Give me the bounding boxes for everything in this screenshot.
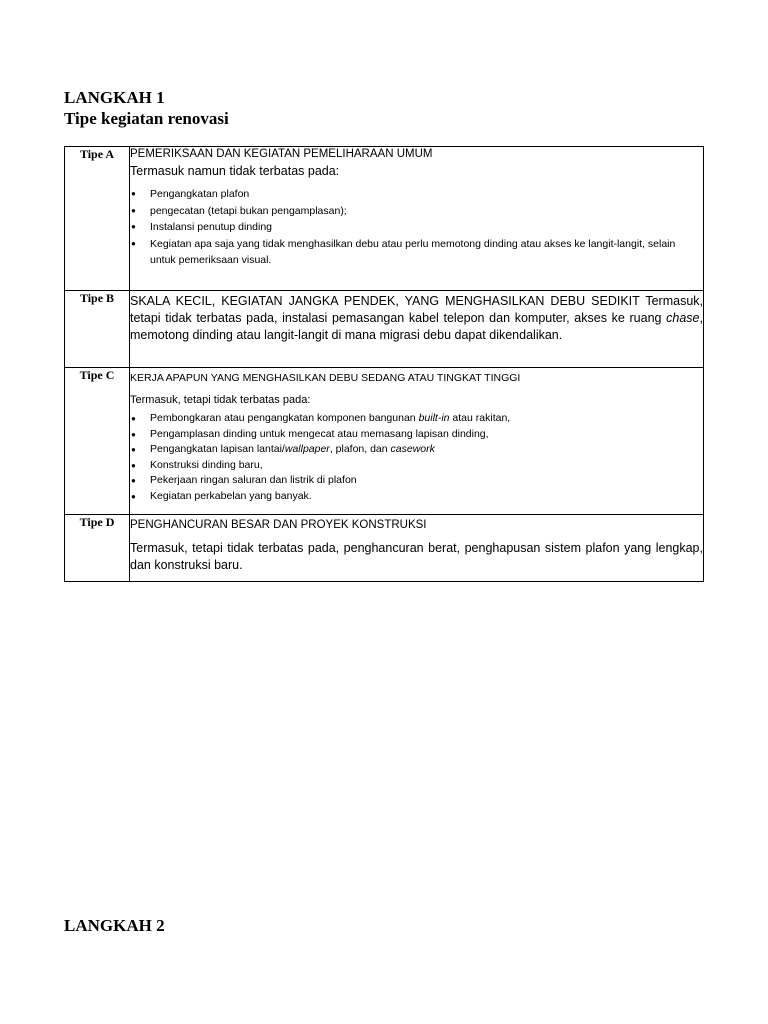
type-b-text-part2: , memotong dinding atau langit-langit di mana migrasi debu dapat dikendalikan. — [130, 311, 703, 342]
step1-title: LANGKAH 1 — [64, 88, 165, 107]
list-item: ● Pengangkatan plafon — [130, 186, 703, 203]
list-item: ● Pengangkatan lapisan lantai/wallpaper, plafon, dan casework — [130, 442, 703, 458]
type-a-list — [130, 186, 703, 269]
type-a-title: PEMERIKSAAN DAN KEGIATAN PEMELIHARAAN UMUM — [130, 148, 433, 160]
list-item: ● pengecatan (tetapi bukan pengamplasan); — [130, 203, 703, 220]
type-c-label: Tipe C — [65, 368, 130, 515]
type-c-intro: Termasuk, tetapi tidak terbatas pada: — [130, 394, 311, 406]
list-item: ● Konstruksi dinding baru, — [130, 458, 703, 474]
type-d-content — [130, 515, 704, 582]
step1-subtitle: Tipe kegiatan renovasi — [64, 109, 229, 128]
type-a-intro: Termasuk namun tidak terbatas pada: — [130, 164, 340, 178]
table-row-type-b — [65, 291, 704, 368]
type-d-text: Termasuk, tetapi tidak terbatas pada, penghancuran berat, penghapusan sistem plafon yang lengkap, dan konstruksi baru. — [130, 541, 703, 572]
type-d-title: PENGHANCURAN BESAR DAN PROYEK KONSTRUKSI — [130, 519, 427, 531]
table-row-type-d — [65, 515, 704, 582]
type-a-label: Tipe A — [65, 147, 130, 291]
type-c-title: KERJA APAPUN YANG MENGHASILKAN DEBU SEDANG ATAU TINGKAT TINGGI — [130, 372, 521, 384]
list-item: ● Instalansi penutup dinding — [130, 219, 703, 236]
type-b-label: Tipe B — [65, 291, 130, 368]
list-item: ● Kegiatan perkabelan yang banyak. — [130, 489, 703, 505]
list-item: ● Pekerjaan ringan saluran dan listrik di plafon — [130, 473, 703, 489]
table-row-type-a — [65, 147, 704, 291]
type-c-list — [130, 411, 703, 504]
type-b-content — [130, 291, 704, 368]
table-row-type-c — [65, 368, 704, 515]
list-item: ● Pembongkaran atau pengangkatan komponen bangunan built-in atau rakitan, — [130, 411, 703, 427]
type-b-text — [130, 293, 703, 344]
type-b-text-part1: SKALA KECIL, KEGIATAN JANGKA PENDEK, YANG MENGHASILKAN DEBU SEDIKIT Termasuk, tetapi tidak terbatas pada, instalasi pemasangan kabel telepon dan komputer, akses ke ruang — [130, 294, 703, 325]
type-d-label: Tipe D — [65, 515, 130, 582]
type-c-content — [130, 368, 704, 515]
activity-types-table — [64, 146, 704, 582]
list-item: ● Kegiatan apa saja yang tidak menghasilkan debu atau perlu memotong dinding atau akses ke langit-langit, selain untuk pemeriksaan visual. — [130, 236, 703, 269]
list-item: ● Pengamplasan dinding untuk mengecat atau memasang lapisan dinding, — [130, 427, 703, 443]
type-a-content — [130, 147, 704, 291]
type-b-text-italic: chase — [666, 311, 700, 325]
step2-title: LANGKAH 2 — [64, 916, 165, 935]
